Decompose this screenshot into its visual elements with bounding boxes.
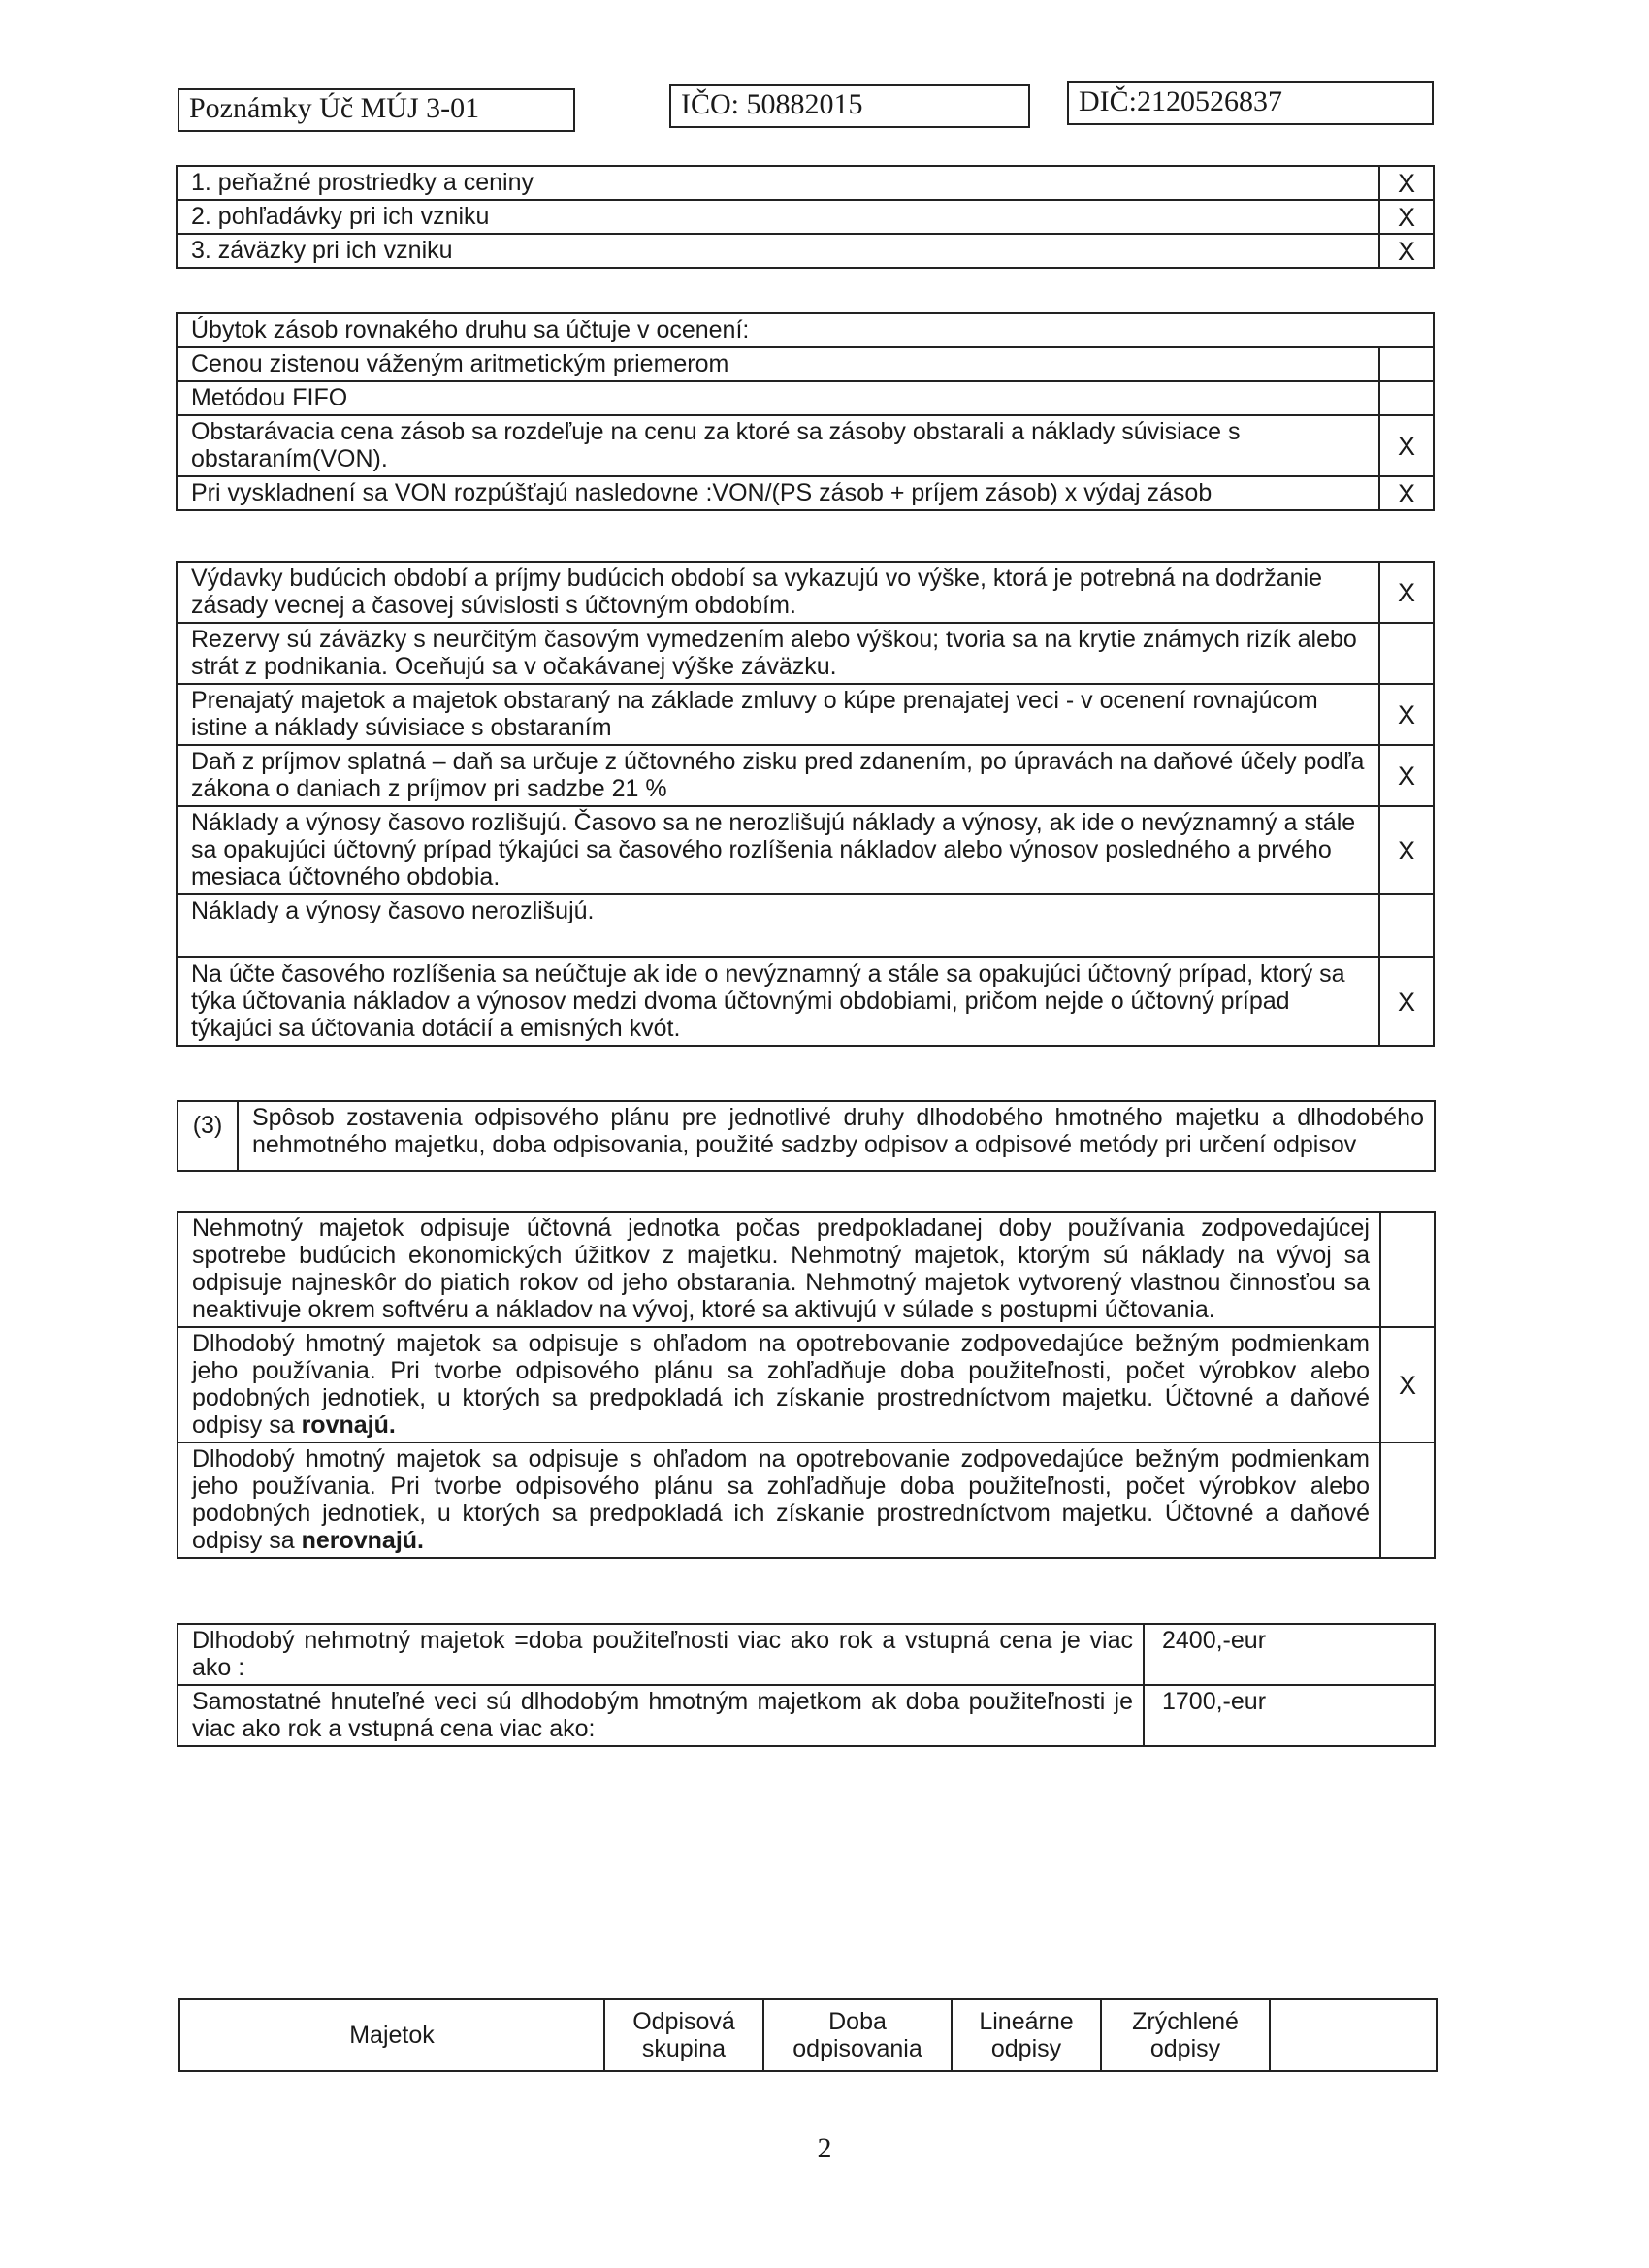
table-accruals-provisions [176, 561, 1435, 1047]
row-text: Rezervy sú záväzky s neurčitým časovým vymedzením alebo výškou; tvoria sa na krytie známych rizík alebo strát z podnikania. Oceňujú sa v očakávanej výške záväzku. [177, 623, 1379, 684]
section-number: (3) [178, 1101, 238, 1171]
row-mark: X [1379, 166, 1434, 200]
row-mark: X [1379, 562, 1434, 623]
table-row [178, 1442, 1435, 1558]
row-text: 3. záväzky pri ich vzniku [177, 234, 1379, 268]
table-header-row [179, 1999, 1437, 2071]
table-depreciation-header [178, 1998, 1438, 2072]
table-row [177, 200, 1434, 234]
table-row [177, 166, 1434, 200]
col-majetok: Majetok [179, 1999, 604, 2071]
table-row [177, 347, 1434, 381]
table-row [177, 957, 1434, 1046]
table-row [177, 381, 1434, 415]
col-linearne-odpisy: Lineárne odpisy [952, 1999, 1101, 2071]
row-text: Na účte časového rozlíšenia sa neúčtuje ak ide o nevýznamný a stále sa opakujúci účtovný prípad, ktorý sa týka účtovania nákladov a výnosov medzi dvoma účtovnými obdobiami, pričom nejde o účtovný prípad týkajúci sa účtovania dotácií a emisných kvót. [177, 957, 1379, 1046]
table-row [177, 562, 1434, 623]
row-text: Metódou FIFO [177, 381, 1379, 415]
row-text-bold: rovnajú. [301, 1411, 396, 1439]
row-mark [1379, 347, 1434, 381]
header-ico: IČO: 50882015 [669, 84, 1030, 128]
table-row [177, 415, 1434, 476]
row-text: Samostatné hnuteľné veci sú dlhodobým hmotným majetkom ak doba použiteľnosti je viac ako rok a vstupná cena viac ako: [178, 1685, 1144, 1746]
row-text-main: Dlhodobý hmotný majetok sa odpisuje s ohľadom na opotrebovanie zodpovedajúce bežným podmienkam jeho používania. Pri tvorbe odpisového plánu sa zohľadňuje doba použiteľnosti, počet výrobkov alebo podobných jednotiek, u ktorých sa predpokladá ich získanie prostredníctvom majetku. Účtovné a daňové odpisy sa [192, 1330, 1370, 1439]
row-mark: X [1380, 1327, 1435, 1442]
table-row [178, 1685, 1435, 1746]
row-mark [1380, 1212, 1435, 1327]
row-text: Obstarávacia cena zásob sa rozdeľuje na cenu za ktoré sa zásoby obstarali a náklady súvisiace s obstaraním(VON). [177, 415, 1379, 476]
table-depreciation-plan [177, 1211, 1436, 1559]
row-mark: X [1379, 957, 1434, 1046]
table-row [178, 1624, 1435, 1685]
table-row [177, 234, 1434, 268]
row-text: Daň z príjmov splatná – daň sa určuje z účtovného zisku pred zdanením, po úpravách na daňové účely podľa zákona o daniach z príjmov pri sadzbe 21 % [177, 745, 1379, 806]
row-text: Výdavky budúcich období a príjmy budúcich období sa vykazujú vo výške, ktorá je potrebná na dodržanie zásady vecnej a časovej súvislosti s účtovným obdobím. [177, 562, 1379, 623]
table-row [178, 1101, 1435, 1171]
header-poznamky: Poznámky Úč MÚJ 3-01 [178, 88, 575, 132]
row-mark [1379, 381, 1434, 415]
row-text-bold: nerovnajú. [301, 1527, 424, 1554]
row-text: Náklady a výnosy časovo nerozlišujú. [177, 894, 1379, 957]
table-row [177, 745, 1434, 806]
row-value: 2400,-eur [1144, 1624, 1435, 1685]
row-text: Nehmotný majetok odpisuje účtovná jednotka počas predpokladanej doby používania zodpovedajúcej spotrebe budúcich ekonomických úžitkov z majetku. Nehmotný majetok, ktorým sú náklady na vývoj sa odpisuje najneskôr do piatich rokov od jeho obstarania. Nehmotný majetok vytvorený vlastnou činnosťou sa neaktivuje okrem softvéru a nákladov na vývoj, ktoré sa aktivujú v súlade s postupmi účtovania. [178, 1212, 1380, 1327]
row-mark: X [1379, 476, 1434, 510]
table-inventory-valuation [176, 312, 1435, 511]
row-text [178, 1442, 1380, 1558]
row-mark: X [1379, 745, 1434, 806]
row-mark: X [1379, 415, 1434, 476]
row-mark [1380, 1442, 1435, 1558]
page-number: 2 [817, 2132, 832, 2164]
row-mark [1379, 623, 1434, 684]
row-text [178, 1327, 1380, 1442]
table-heading: Úbytok zásob rovnakého druhu sa účtuje v ocenení: [177, 313, 1434, 347]
row-text: Cenou zistenou váženým aritmetickým priemerom [177, 347, 1379, 381]
table-row [177, 623, 1434, 684]
row-text: Dlhodobý nehmotný majetok =doba použiteľnosti viac ako rok a vstupná cena je viac ako : [178, 1624, 1144, 1685]
row-mark: X [1379, 684, 1434, 745]
row-mark: X [1379, 806, 1434, 894]
col-odpisova-skupina: Odpisová skupina [604, 1999, 763, 2071]
table-row [178, 1212, 1435, 1327]
row-mark: X [1379, 234, 1434, 268]
table-row [178, 1327, 1435, 1442]
table-heading-row [177, 313, 1434, 347]
table-valuation-items [176, 165, 1435, 269]
row-text: Náklady a výnosy časovo rozlišujú. Časovo sa ne nerozlišujú náklady a výnosy, ak ide o nevýznamný a stále sa opakujúci účtovný prípad týkajúci sa časového rozlíšenia nákladov alebo výnosov posledného a prvého mesiaca účtovného obdobia. [177, 806, 1379, 894]
table-row [177, 684, 1434, 745]
table-row [177, 806, 1434, 894]
row-mark: X [1379, 200, 1434, 234]
row-text-main: Dlhodobý hmotný majetok sa odpisuje s ohľadom na opotrebovanie zodpovedajúce bežným podmienkam jeho používania. Pri tvorbe odpisového plánu sa zohľadňuje doba použiteľnosti, počet výrobkov alebo podobných jednotiek, u ktorých sa predpokladá ich získanie prostredníctvom majetku. Účtovné a daňové odpisy sa [192, 1445, 1370, 1554]
table-row [177, 894, 1434, 957]
section-3-heading [177, 1100, 1436, 1172]
table-row [177, 476, 1434, 510]
section-heading: Spôsob zostavenia odpisového plánu pre jednotlivé druhy dlhodobého hmotného majetku a dlhodobého nehmotného majetku, doba odpisovania, použité sadzby odpisov a odpisové metódy pri určení odpisov [238, 1101, 1435, 1171]
col-doba-odpisovania: Doba odpisovania [763, 1999, 952, 2071]
header-dic: DIČ:2120526837 [1067, 81, 1434, 125]
row-text: Prenajatý majetok a majetok obstaraný na základe zmluvy o kúpe prenajatej veci - v ocenení rovnajúcom istine a náklady súvisiace s obstaraním [177, 684, 1379, 745]
row-value: 1700,-eur [1144, 1685, 1435, 1746]
row-text: 2. pohľadávky pri ich vzniku [177, 200, 1379, 234]
row-text: Pri vyskladnení sa VON rozpúšťajú nasledovne :VON/(PS zásob + príjem zásob) x výdaj zásob [177, 476, 1379, 510]
table-asset-thresholds [177, 1623, 1436, 1747]
row-text: 1. peňažné prostriedky a ceniny [177, 166, 1379, 200]
row-mark [1379, 894, 1434, 957]
col-zrychlene-odpisy: Zrýchlené odpisy [1101, 1999, 1270, 2071]
col-empty [1270, 1999, 1437, 2071]
